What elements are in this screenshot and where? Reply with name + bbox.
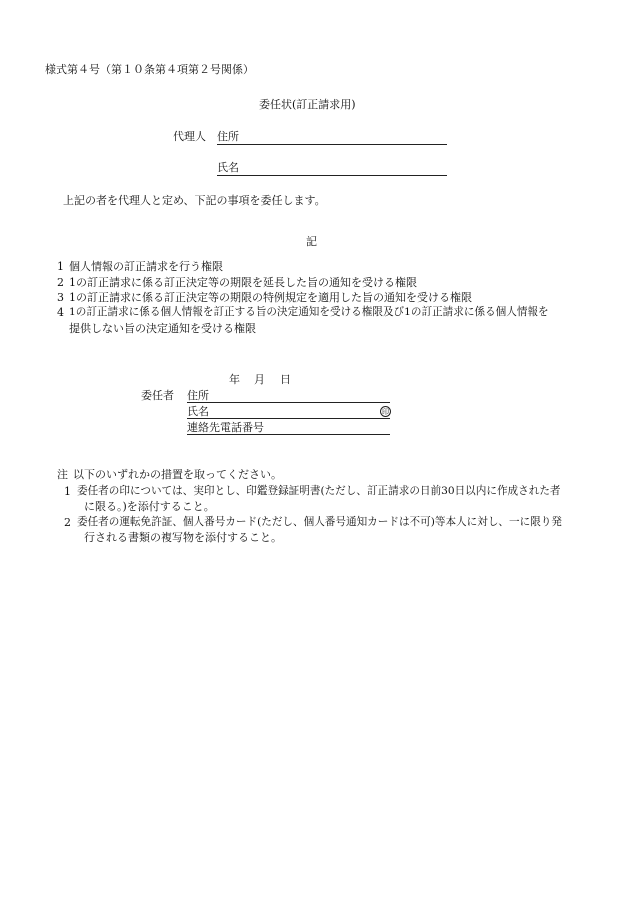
date-month-label: 月 bbox=[254, 373, 265, 386]
item-4-text-continued: 提供しない旨の決定通知を受ける権限 bbox=[69, 322, 256, 335]
agent-name-label: 氏名 bbox=[217, 161, 239, 174]
principal-name-line bbox=[187, 418, 390, 419]
item-1-number: 1 bbox=[57, 260, 64, 273]
form-number: 様式第４号（第１０条第４項第２号関係） bbox=[45, 63, 254, 76]
item-2-number: 2 bbox=[57, 276, 64, 289]
ki-heading: 記 bbox=[306, 235, 317, 248]
item-4-text: 1の訂正請求に係る個人情報を訂正する旨の決定通知を受ける権限及び1の訂正請求に係る個人情報を bbox=[69, 306, 549, 318]
note-2-text-continued: 行される書類の複写物を添付すること。 bbox=[84, 531, 282, 544]
principal-address-line bbox=[187, 402, 390, 403]
note-2-number: 2 bbox=[64, 516, 71, 529]
agent-label: 代理人 bbox=[173, 130, 206, 143]
notes-header: 以下のいずれかの措置を取ってください。 bbox=[73, 468, 282, 481]
item-3-number: 3 bbox=[57, 291, 64, 304]
date-year-label: 年 bbox=[229, 373, 240, 386]
note-1-text: 委任者の印については、実印とし、印鑑登録証明書(ただし、訂正請求の日前30日以内に作成された者 bbox=[77, 485, 561, 497]
item-2-text: 1の訂正請求に係る訂正決定等の期限を延長した旨の通知を受ける権限 bbox=[69, 276, 417, 289]
date-day-label: 日 bbox=[280, 373, 291, 386]
item-3-text: 1の訂正請求に係る訂正決定等の期限の特例規定を適用した旨の通知を受ける権限 bbox=[69, 291, 472, 304]
principal-address-label: 住所 bbox=[187, 389, 209, 402]
item-1-text: 個人情報の訂正請求を行う権限 bbox=[69, 260, 223, 273]
delegation-statement: 上記の者を代理人と定め、下記の事項を委任します。 bbox=[63, 194, 326, 207]
agent-name-line bbox=[217, 175, 447, 176]
note-1-number: 1 bbox=[64, 485, 71, 498]
notes-mark: 注 bbox=[57, 468, 68, 481]
document-title: 委任状(訂正請求用) bbox=[259, 98, 356, 111]
item-4-number: 4 bbox=[57, 306, 64, 319]
note-1-text-continued: に限る。)を添付すること。 bbox=[84, 500, 215, 513]
agent-address-line bbox=[217, 144, 447, 145]
seal-mark-icon: 印 bbox=[382, 408, 389, 416]
note-2-text: 委任者の運転免許証、個人番号カード(ただし、個人番号通知カードは不可)等本人に対し、一に限り発 bbox=[77, 516, 562, 528]
principal-label: 委任者 bbox=[141, 389, 174, 402]
principal-phone-line bbox=[187, 434, 390, 435]
principal-name-label: 氏名 bbox=[187, 405, 209, 418]
principal-phone-label: 連絡先電話番号 bbox=[187, 421, 264, 434]
agent-address-label: 住所 bbox=[217, 130, 239, 143]
